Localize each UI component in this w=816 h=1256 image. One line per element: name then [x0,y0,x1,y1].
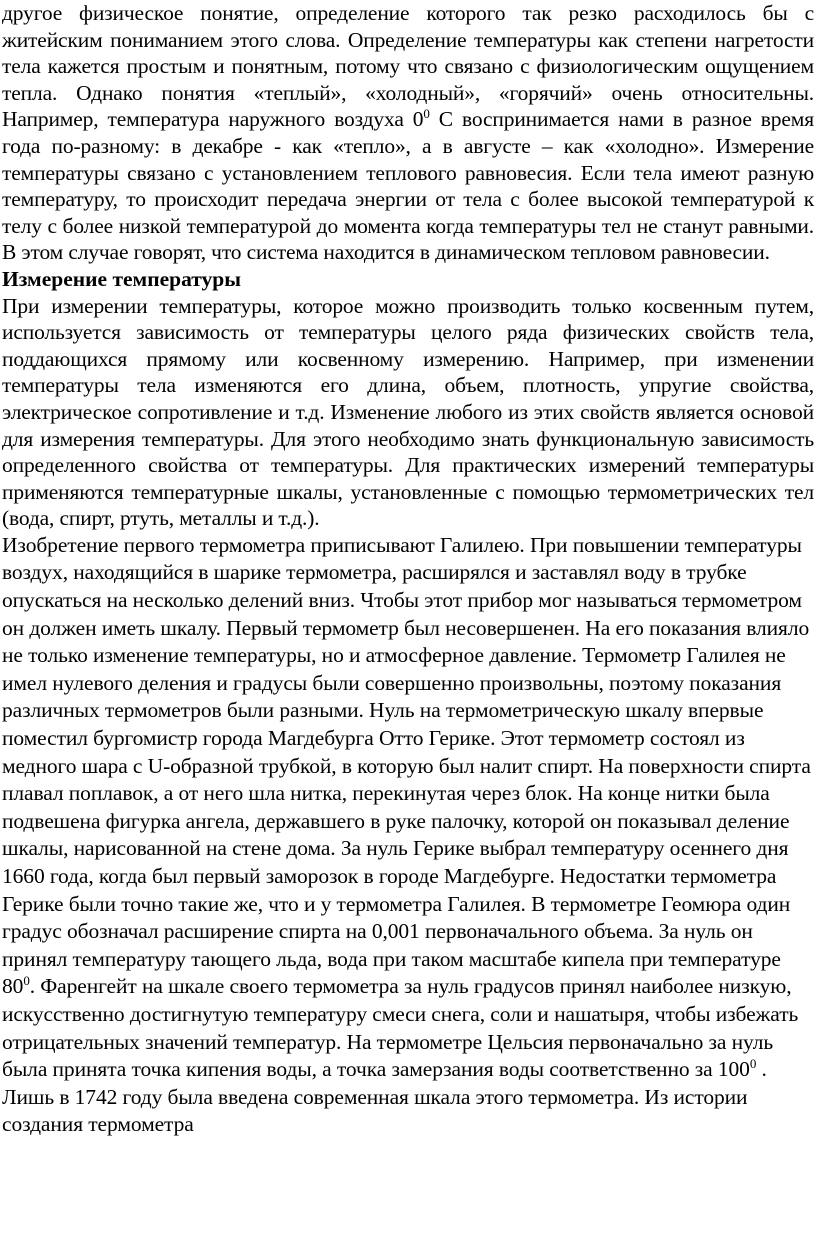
paragraph-text: С воспринимается нами в разное время года по-разному: в декабре - как «тепло», а в августе – как «холодно». Измерение температуры связано с установлением теплового равновесия. Если тела имеют разную температуру, то происходит передача энергии от тела с более высокой температурой к телу с более низкой температурой до момента когда температуры тел не станут равными. В этом случае говорят, что система находится в динамическом тепловом равновесии. [2,107,814,265]
paragraph-text: . Лишь в 1742 году была введена современная шкала этого термометра. Из истории создания термометра [2,1057,767,1137]
superscript-degree: 0 [23,973,30,989]
superscript-degree: 0 [749,1056,757,1071]
paragraph-text: . Фаренгейт на шкале своего термометра за нуль градусов принял наиболее низкую, искусственно достигнутую температуру смеси снега, соли и нашатыря, чтобы избежать отрицательных значений температур. На термометре Цельсия первоначально за нуль была принята точка кипения воды, а точка замерзания воды соответственно за 100 [2,974,799,1082]
paragraph-text: Изобретение первого термометра приписывают Галилею. При повышении температуры воздух, находящийся в шарике термометра, расширялся и заставлял воду в трубке опускаться на несколько делений вниз. Чтобы этот прибор мог называться термометром он должен иметь шкалу. Первый термометр был несовершенен. На его показания влияло не только изменение температуры, но и атмосферное давление. Термометр Галилея не имел нулевого деления и градусы были совершенно произвольны, поэтому показания различных термометров были разными. Нуль на термометрическую шкалу впервые поместил бургомистр города Магдебурга Отто Герике. Этот термометр состоял из медного шара с U-образной трубкой, в которую был налит спирт. На поверхности спирта плавал поплавок, а от него шла нитка, перекинутая через блок. На конце нитки была подвешена фигурка ангела, державшего в руке палочку, которой он показывал деление шкалы, нарисованной на стене дома. За нуль Герике выбрал температуру осеннего дня 1660 года, когда был первый заморозок в городе Магдебурге. Недостатки термометра Герике были точно такие же, что и у термометра Галилея. В термометре Геомюра один градус обозначал расширение спирта на 0,001 первоначального объема. За нуль он принял температуру тающего льда, вода при таком масштабе кипела при температуре 80 [2,532,811,999]
paragraph-text: другое физическое понятие, определение которого так резко расходилось бы с житейским пониманием этого слова. Определение температуры как степени нагретости тела кажется простым и понятным, потому что связано с физиологическим ощущением тепла. Однако понятия «теплый», «холодный», «горячий» очень относительны. Например, температура наружного воздуха 0 [2,1,814,132]
superscript-degree: 0 [423,106,430,122]
paragraph-thermometer-history [0,532,816,1139]
paragraph-temperature-measurement: При измерении температуры, которое можно производить только косвенным путем, используется зависимость от температуры целого ряда физических свойств тела, поддающихся прямому или косвенному измерению. Например, при изменении температуры тела изменяются его длина, объем, плотность, упругие свойства, электрическое сопротивление и т.д. Изменение любого из этих свойств является основой для измерения температуры. Для этого необходимо знать функциональную зависимость определенного свойства от температуры. Для практических измерений температуры применяются температурные шкалы, установленные с помощью термометрических тел (вода, спирт, ртуть, металлы и т.д.). [2,293,814,531]
section-heading: Измерение температуры [2,266,242,291]
paragraph-temperature-definition [0,0,816,266]
